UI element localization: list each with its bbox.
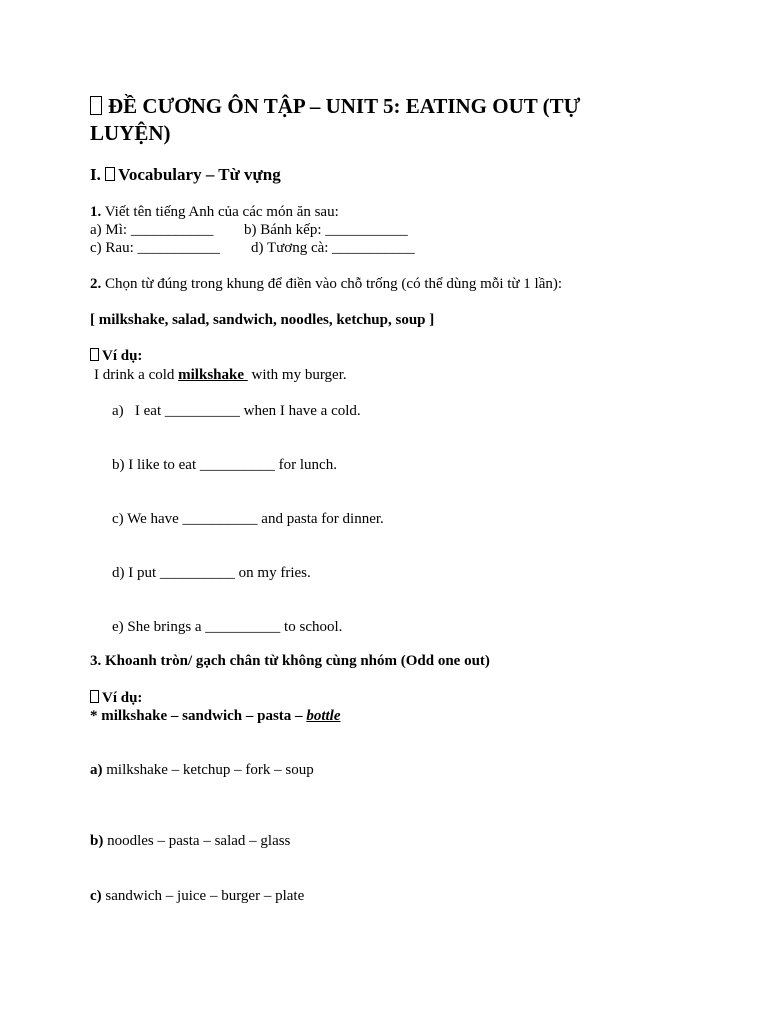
section-number: I. (90, 165, 101, 184)
item-label: a) (90, 762, 103, 778)
odd-item-c (90, 887, 304, 905)
fill-item-a: a) I eat __________ when I have a cold. (112, 403, 361, 419)
item-label: c) (90, 888, 102, 904)
example-label-text: Ví dụ: (102, 690, 143, 706)
question-number: 1. (90, 204, 102, 220)
missing-glyph-icon (105, 167, 115, 181)
example-label (90, 689, 142, 707)
question-1-prompt (90, 203, 339, 221)
section-title: Vocabulary – Từ vựng (118, 165, 281, 184)
question-1-line-a: a) Mì: ___________ (90, 222, 214, 238)
fill-item-c: c) We have __________ and pasta for dinner. (112, 511, 384, 527)
odd-one-out-example (90, 707, 340, 725)
missing-glyph-icon (90, 96, 102, 115)
fill-item-b: b) I like to eat __________ for lunch. (112, 457, 337, 473)
fill-item-e: e) She brings a __________ to school. (112, 619, 343, 635)
missing-glyph-icon (90, 690, 99, 703)
example-pre: I drink a cold (94, 367, 179, 383)
page-title (90, 93, 650, 147)
question-text: Chọn từ đúng trong khung để điền vào chỗ trống (có thể dùng mỗi từ 1 lần): (105, 276, 563, 292)
question-text: Viết tên tiếng Anh của các món ăn sau: (104, 204, 339, 220)
example-answer: milkshake (178, 367, 248, 383)
question-1-line-c: c) Rau: ___________ (90, 240, 220, 256)
missing-glyph-icon (90, 348, 99, 361)
question-2-prompt (90, 275, 562, 293)
example-answer: bottle (306, 708, 341, 724)
example-label-text: Ví dụ: (102, 348, 143, 364)
fill-item-d: d) I put __________ on my fries. (112, 565, 311, 581)
example-sentence (94, 366, 347, 384)
item-text: sandwich – juice – burger – plate (101, 888, 305, 904)
item-text: milkshake – ketchup – fork – soup (102, 762, 314, 778)
page-title-text: ĐỀ CƯƠNG ÔN TẬP – UNIT 5: EATING OUT (TỰ LUYỆN) (90, 94, 581, 145)
question-1-line-b: b) Bánh kếp: ___________ (244, 222, 408, 238)
example-pre: * milkshake – sandwich – pasta – (90, 708, 307, 724)
example-label (90, 347, 142, 365)
odd-item-b (90, 832, 290, 850)
word-box: [ milkshake, salad, sandwich, noodles, ketchup, soup ] (90, 312, 435, 328)
question-number: 2. (90, 276, 102, 292)
odd-item-a (90, 761, 314, 779)
example-post: with my burger. (247, 367, 347, 383)
section-heading-vocabulary (90, 166, 281, 184)
item-text: noodles – pasta – salad – glass (103, 833, 291, 849)
question-3-heading: 3. Khoanh tròn/ gạch chân từ không cùng nhóm (Odd one out) (90, 653, 490, 669)
item-label: b) (90, 833, 104, 849)
question-1-line-d: d) Tương cà: ___________ (251, 240, 415, 256)
